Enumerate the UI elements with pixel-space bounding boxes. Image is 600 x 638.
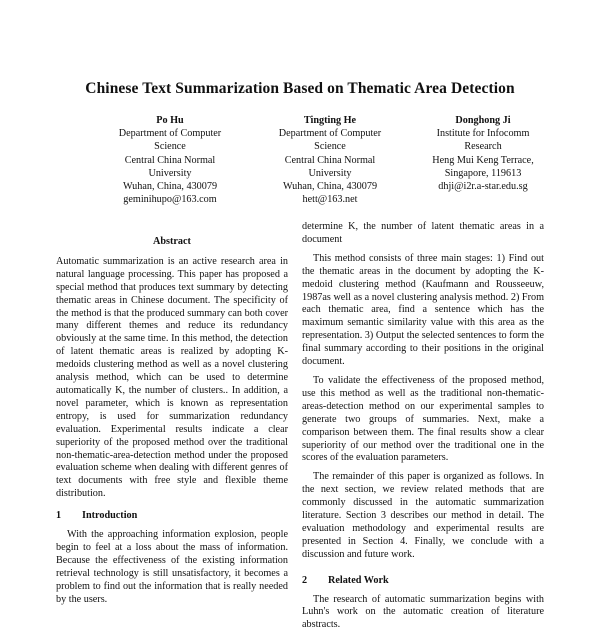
- author-block-2: [245, 114, 415, 206]
- method-paragraph: This method consists of three main stages: 1) Find out the thematic areas in the document by adopting the K-medoid clustering method (Kaufmann and Rousseeuw, 1987as well as a novel clustering analysis method. 2) From each thematic area, find a sentence which has the maximum semantic similarity value with this area as the representation. 3) Output the selected sentences to form the final summary according to their positions in the original document.: [302, 252, 544, 368]
- author-email: dhji@i2r.a-star.edu.sg: [438, 181, 528, 193]
- author-address-line: Wuhan, China, 430079: [122, 181, 218, 193]
- author-affiliation-line: Research: [464, 141, 502, 153]
- left-column: [56, 236, 288, 612]
- intro-continuation: determine K, the number of latent thematic areas in a document: [302, 221, 544, 245]
- related-work-paragraph: The research of automatic summarization begins with Luhn's work on the automatic creation of literature abstracts.: [302, 593, 544, 631]
- section-title: Related Work: [328, 574, 389, 586]
- author-affiliation-line: Central China Normal: [124, 154, 216, 166]
- author-name: Tingting He: [303, 115, 357, 126]
- author-address-line: Heng Mui Keng Terrace,: [432, 154, 534, 166]
- author-affiliation-line: Science: [154, 141, 186, 153]
- author-affiliation-line: Science: [314, 141, 346, 153]
- author-block-3: [398, 114, 568, 193]
- author-affiliation-line: Central China Normal: [284, 154, 376, 166]
- author-block-1: [85, 114, 255, 206]
- author-affiliation-line: University: [148, 167, 192, 179]
- author-email: geminihupo@163.com: [123, 194, 217, 206]
- section-heading-related-work: [302, 575, 544, 588]
- validation-paragraph: To validate the effectiveness of the proposed method, use this method as well as the traditional non-thematic-areas-detection method on our experimental samples to generate two groups of summaries. Next, make a comparison between them. The final results show a clear superiority of our method over the traditional one in the scores of the evaluation parameters.: [302, 374, 544, 464]
- author-address-line: Wuhan, China, 430079: [282, 181, 378, 193]
- paper-title: Chinese Text Summarization Based on Thematic Area Detection: [85, 80, 515, 97]
- section-heading-introduction: [56, 510, 288, 523]
- author-affiliation-line: University: [308, 167, 352, 179]
- author-name: Donghong Ji: [455, 115, 511, 126]
- right-column: [302, 221, 544, 638]
- abstract-text: Automatic summarization is an active research area in natural language processing. This paper has proposed a special method that produces text summary by detecting thematic areas in Chinese document. The specificity of the method is that the produced summary can both cover many different themes and reduce its redundancy obviously at the same time. In this method, the detection of latent thematic areas is realized by adopting K-medoids clustering method as well as a novel clustering analysis method, which can be used to determine automatically K, the number of clusters.. In addition, a novel parameter, which is known as representation entropy, is used for summarization redundancy evaluation. Experimental results indicate a clear superiority of the proposed method over the traditional non-thematic-area-detection method under the proposed evaluation scheme when dealing with different genres of text documents with free style and flexible theme distribution.: [56, 255, 288, 500]
- section-number: 2: [302, 574, 308, 586]
- abstract-heading: Abstract: [153, 236, 191, 247]
- introduction-paragraph: With the approaching information explosion, people begin to feel at a loss about the mass of information. Because the effectiveness of the existing information retrieval technology is still unsatisfactory, it becomes a problem to find out the information that is really needed by the users.: [56, 529, 288, 605]
- organization-paragraph: The remainder of this paper is organized as follows. In the next section, we review related methods that are commonly discussed in the automatic summarization literature. Section 3 describes our method in detail. The evaluation methodology and experimental results are presented in Section 4. Finally, we conclude with a discussion and future work.: [302, 471, 544, 560]
- section-title: Introduction: [82, 510, 138, 522]
- section-number: 1: [56, 510, 62, 522]
- author-address-line: Singapore, 119613: [444, 167, 522, 179]
- author-affiliation-line: Department of Computer: [278, 128, 382, 140]
- author-email: hett@163.net: [302, 194, 358, 206]
- author-name: Po Hu: [156, 115, 184, 126]
- author-affiliation-line: Institute for Infocomm: [436, 128, 530, 140]
- author-affiliation-line: Department of Computer: [118, 128, 222, 140]
